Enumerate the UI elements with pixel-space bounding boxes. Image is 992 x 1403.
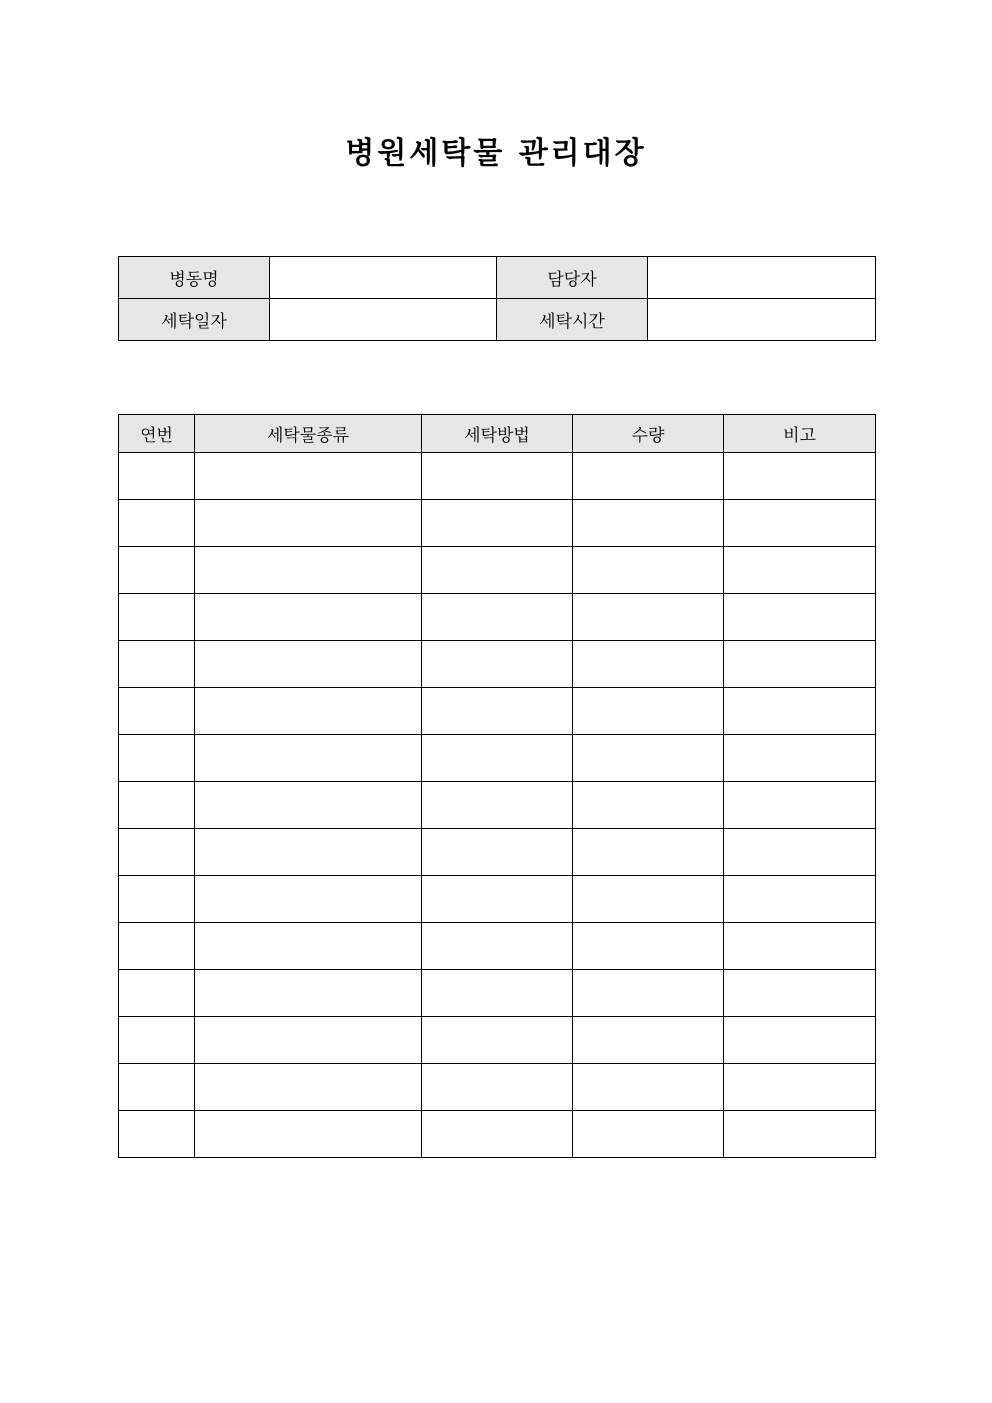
quantity-cell[interactable] [573, 1064, 724, 1111]
info-row-date [119, 299, 876, 341]
laundry-type-cell[interactable] [195, 829, 422, 876]
remarks-cell[interactable] [724, 547, 876, 594]
serial-cell[interactable] [119, 594, 195, 641]
table-row [119, 641, 876, 688]
wash-method-cell[interactable] [422, 500, 573, 547]
col-header-laundry-type: 세탁물종류 [195, 415, 422, 453]
laundry-type-cell[interactable] [195, 923, 422, 970]
wash-method-cell[interactable] [422, 970, 573, 1017]
date-label: 세탁일자 [119, 299, 270, 341]
laundry-type-cell[interactable] [195, 547, 422, 594]
time-field[interactable] [648, 299, 876, 341]
serial-cell[interactable] [119, 1017, 195, 1064]
manager-label: 담당자 [497, 257, 648, 299]
wash-method-cell[interactable] [422, 547, 573, 594]
table-row [119, 829, 876, 876]
quantity-cell[interactable] [573, 547, 724, 594]
table-row [119, 735, 876, 782]
table-row [119, 594, 876, 641]
info-row-ward [119, 257, 876, 299]
serial-cell[interactable] [119, 876, 195, 923]
remarks-cell[interactable] [724, 688, 876, 735]
wash-method-cell[interactable] [422, 829, 573, 876]
remarks-cell[interactable] [724, 1111, 876, 1158]
quantity-cell[interactable] [573, 641, 724, 688]
serial-cell[interactable] [119, 735, 195, 782]
laundry-type-cell[interactable] [195, 876, 422, 923]
remarks-cell[interactable] [724, 453, 876, 500]
laundry-type-cell[interactable] [195, 1064, 422, 1111]
wash-method-cell[interactable] [422, 735, 573, 782]
table-row [119, 547, 876, 594]
serial-cell[interactable] [119, 970, 195, 1017]
table-row [119, 970, 876, 1017]
table-row [119, 453, 876, 500]
laundry-type-cell[interactable] [195, 594, 422, 641]
quantity-cell[interactable] [573, 782, 724, 829]
laundry-type-cell[interactable] [195, 735, 422, 782]
table-row [119, 1064, 876, 1111]
wash-method-cell[interactable] [422, 453, 573, 500]
serial-cell[interactable] [119, 453, 195, 500]
table-row [119, 1017, 876, 1064]
remarks-cell[interactable] [724, 923, 876, 970]
serial-cell[interactable] [119, 782, 195, 829]
serial-cell[interactable] [119, 923, 195, 970]
wash-method-cell[interactable] [422, 1017, 573, 1064]
info-table [118, 256, 876, 341]
quantity-cell[interactable] [573, 453, 724, 500]
wash-method-cell[interactable] [422, 1111, 573, 1158]
laundry-log-table [118, 414, 876, 1158]
serial-cell[interactable] [119, 829, 195, 876]
remarks-cell[interactable] [724, 1017, 876, 1064]
quantity-cell[interactable] [573, 876, 724, 923]
quantity-cell[interactable] [573, 1111, 724, 1158]
wash-method-cell[interactable] [422, 688, 573, 735]
quantity-cell[interactable] [573, 500, 724, 547]
remarks-cell[interactable] [724, 735, 876, 782]
serial-cell[interactable] [119, 641, 195, 688]
laundry-type-cell[interactable] [195, 1111, 422, 1158]
col-header-remarks: 비고 [724, 415, 876, 453]
col-header-wash-method: 세탁방법 [422, 415, 573, 453]
quantity-cell[interactable] [573, 735, 724, 782]
table-row [119, 1111, 876, 1158]
quantity-cell[interactable] [573, 688, 724, 735]
quantity-cell[interactable] [573, 594, 724, 641]
wash-method-cell[interactable] [422, 923, 573, 970]
wash-method-cell[interactable] [422, 1064, 573, 1111]
remarks-cell[interactable] [724, 641, 876, 688]
wash-method-cell[interactable] [422, 594, 573, 641]
laundry-type-cell[interactable] [195, 500, 422, 547]
laundry-type-cell[interactable] [195, 782, 422, 829]
quantity-cell[interactable] [573, 1017, 724, 1064]
table-row [119, 876, 876, 923]
wash-method-cell[interactable] [422, 782, 573, 829]
wash-method-cell[interactable] [422, 641, 573, 688]
remarks-cell[interactable] [724, 782, 876, 829]
remarks-cell[interactable] [724, 1064, 876, 1111]
log-body [119, 453, 876, 1158]
serial-cell[interactable] [119, 1064, 195, 1111]
serial-cell[interactable] [119, 1111, 195, 1158]
quantity-cell[interactable] [573, 829, 724, 876]
laundry-type-cell[interactable] [195, 1017, 422, 1064]
serial-cell[interactable] [119, 688, 195, 735]
ward-label: 병동명 [119, 257, 270, 299]
remarks-cell[interactable] [724, 876, 876, 923]
wash-method-cell[interactable] [422, 876, 573, 923]
table-row [119, 500, 876, 547]
remarks-cell[interactable] [724, 594, 876, 641]
serial-cell[interactable] [119, 500, 195, 547]
ward-field[interactable] [270, 257, 497, 299]
table-row [119, 688, 876, 735]
quantity-cell[interactable] [573, 970, 724, 1017]
log-header-row [119, 415, 876, 453]
col-header-serial: 연번 [119, 415, 195, 453]
col-header-quantity: 수량 [573, 415, 724, 453]
table-row [119, 782, 876, 829]
document-title: 병원세탁물 관리대장 [345, 136, 647, 171]
manager-field[interactable] [648, 257, 876, 299]
laundry-type-cell[interactable] [195, 688, 422, 735]
laundry-type-cell[interactable] [195, 970, 422, 1017]
quantity-cell[interactable] [573, 923, 724, 970]
laundry-type-cell[interactable] [195, 453, 422, 500]
serial-cell[interactable] [119, 547, 195, 594]
time-label: 세탁시간 [497, 299, 648, 341]
laundry-type-cell[interactable] [195, 641, 422, 688]
remarks-cell[interactable] [724, 500, 876, 547]
remarks-cell[interactable] [724, 970, 876, 1017]
remarks-cell[interactable] [724, 829, 876, 876]
table-row [119, 923, 876, 970]
date-field[interactable] [270, 299, 497, 341]
